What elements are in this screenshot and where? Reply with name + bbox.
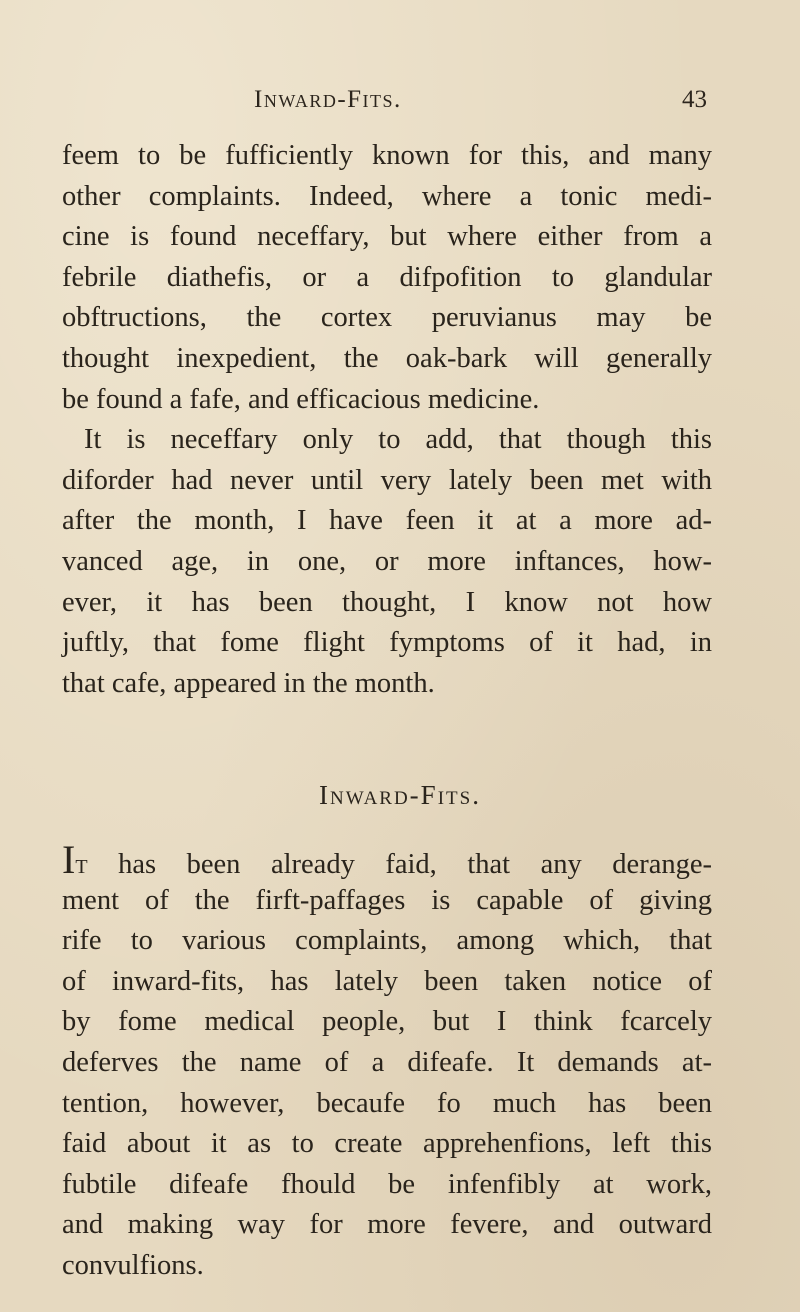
text-line: obftructions, the cortex peruvianus may be: [62, 302, 712, 334]
drop-capital: I: [62, 837, 76, 882]
text-line: ment of the firft-paffages is capable of giving: [62, 884, 712, 916]
text-line: tention, however, becaufe fo much has been: [62, 1087, 712, 1119]
paragraph-section: [62, 837, 712, 1287]
text-line: faid about it as to create apprehenfions, left this: [62, 1128, 712, 1160]
running-head: [0, 86, 800, 126]
text-line: diforder had never until very lately been met with: [62, 464, 712, 496]
text-line: be found a fafe, and efficacious medicine.: [62, 383, 540, 415]
text-line: vanced age, in one, or more inftances, how-: [62, 545, 712, 577]
text-line: juftly, that fome flight fymptoms of it had, in: [62, 627, 712, 659]
text-line: after the month, I have feen it at a more ad-: [62, 505, 712, 537]
text-line: It is neceffary only to add, that though this: [84, 424, 712, 456]
section-heading: Inward-Fits.: [319, 780, 481, 810]
text-line: of inward-fits, has lately been taken notice of: [62, 965, 712, 997]
text-line: convulfions.: [62, 1249, 204, 1281]
text-line: by fome medical people, but I think fcarcely: [62, 1006, 712, 1038]
text-line: thought inexpedient, the oak-bark will generally: [62, 342, 712, 374]
text-line: and making way for more fevere, and outward: [62, 1209, 712, 1241]
drop-capital-tail: t: [75, 849, 88, 880]
text-line: febrile diathefis, or a difpofition to glandular: [62, 261, 712, 293]
text-line: deferves the name of a difeafe. It demands at-: [62, 1046, 712, 1078]
text-line: fubtile difeafe fhould be infenfibly at work,: [62, 1168, 712, 1200]
text-line-first: [62, 837, 712, 882]
text-line: ever, it has been thought, I know not how: [62, 586, 712, 618]
text-line: other complaints. Indeed, where a tonic medi-: [62, 180, 712, 212]
first-line-text: has been already faid, that any derange-: [87, 849, 712, 880]
text-line: that cafe, appeared in the month.: [62, 667, 435, 699]
text-line: cine is found neceffary, but where either from a: [62, 221, 712, 253]
paragraph-continued: [62, 136, 712, 704]
page-number: 43: [682, 86, 707, 113]
running-title: Inward-Fits.: [254, 86, 402, 113]
text-line: feem to be fufficiently known for this, and many: [62, 140, 712, 171]
text-line: rife to various complaints, among which, that: [62, 925, 712, 957]
